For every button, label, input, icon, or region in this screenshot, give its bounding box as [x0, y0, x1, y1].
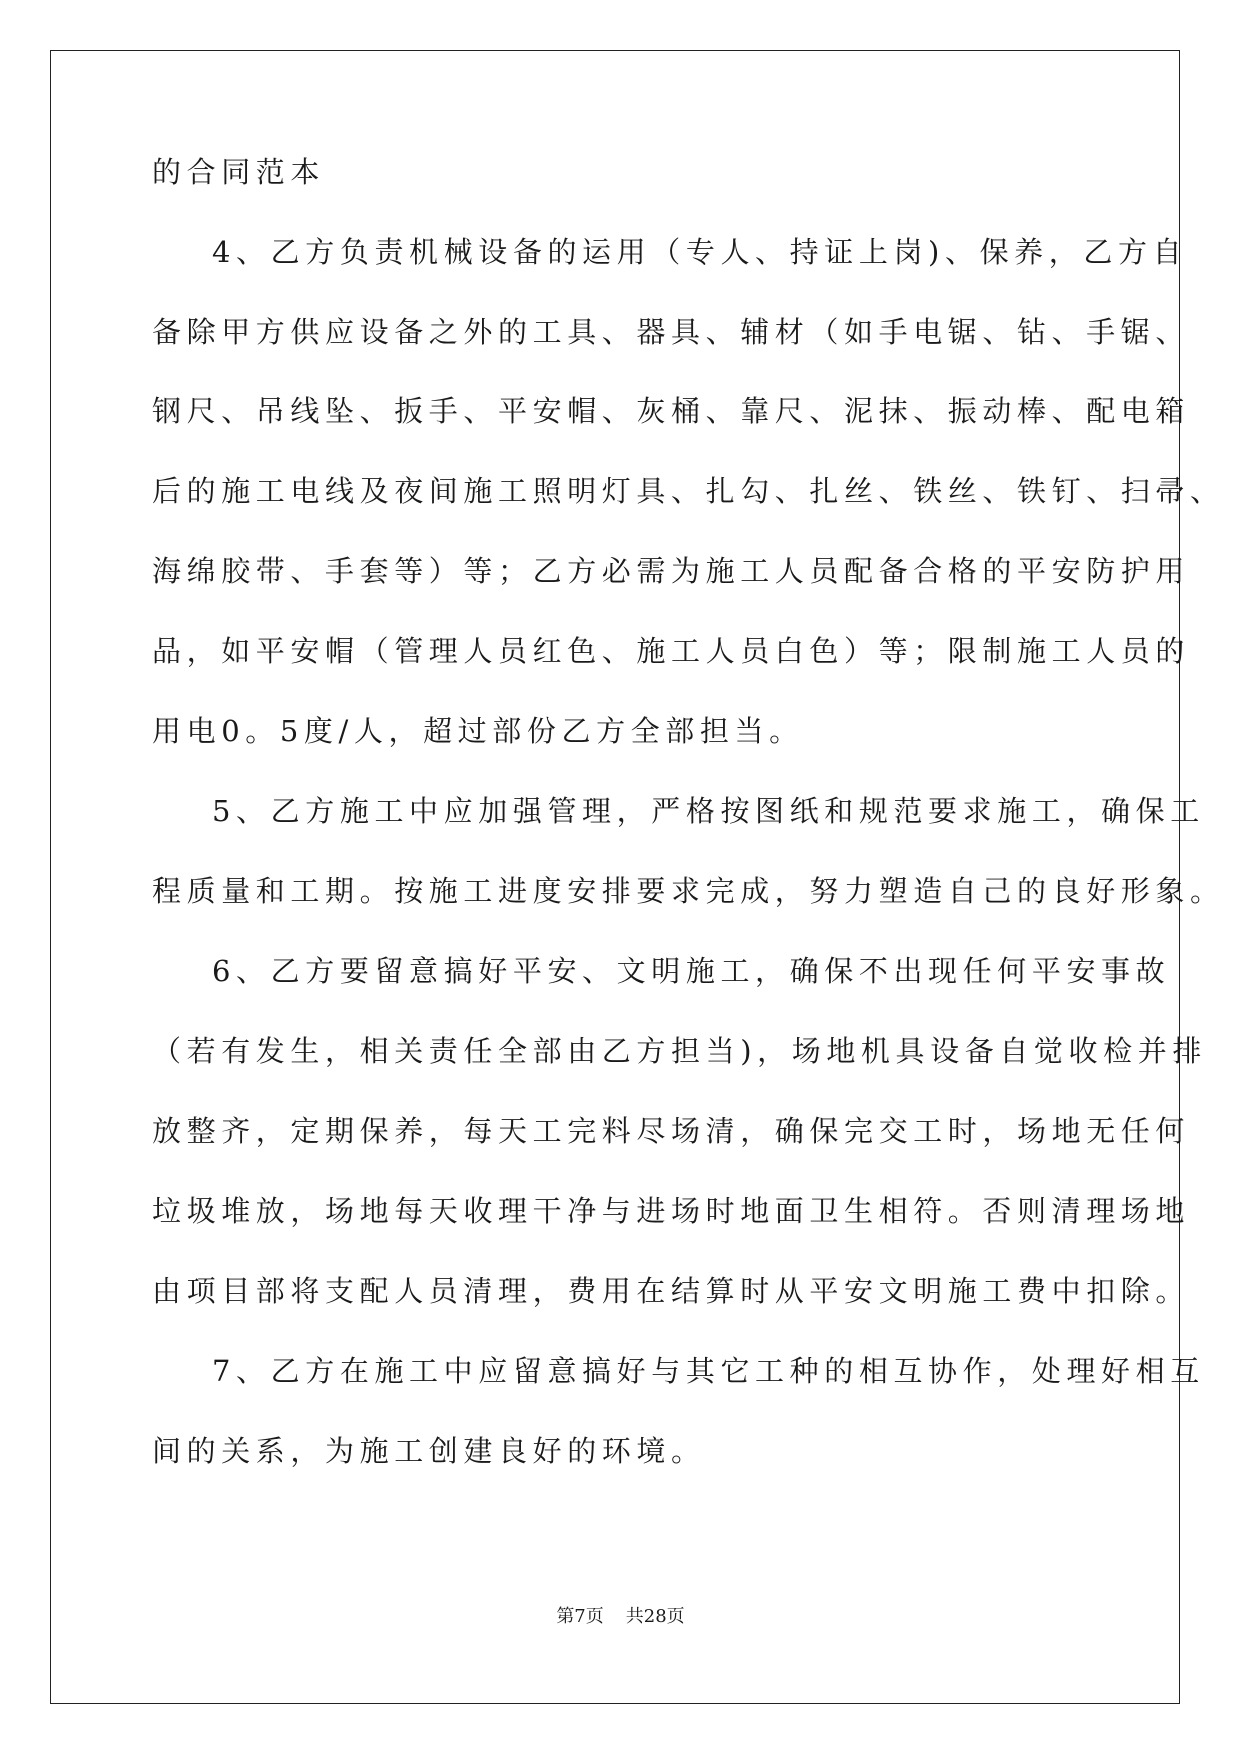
page-footer	[0, 1606, 1241, 1628]
page-number: 第7页	[556, 1606, 604, 1627]
page-total: 共28页	[625, 1606, 685, 1627]
paragraph-5-start: 5、乙方施工中应加强管理，严格按图纸和规范要求施工，确保工	[212, 794, 1205, 828]
body-text-line: （若有发生，相关责任全部由乙方担当)，场地机具设备自觉收检并排	[152, 1034, 1207, 1068]
body-text-line: 钢尺、吊线坠、扳手、平安帽、灰桶、靠尺、泥抹、振动棒、配电箱	[152, 394, 1191, 428]
body-text-line: 品，如平安帽（管理人员红色、施工人员白色）等；限制施工人员的	[152, 634, 1191, 668]
body-text-line: 放整齐，定期保养，每天工完料尽场清，确保完交工时，场地无任何	[152, 1114, 1191, 1148]
body-text-line: 用电0。5度/人，超过部份乙方全部担当。	[152, 714, 804, 748]
body-text-line: 由项目部将支配人员清理，费用在结算时从平安文明施工费中扣除。	[152, 1274, 1191, 1308]
body-text-line: 垃圾堆放，场地每天收理干净与进场时地面卫生相符。否则清理场地	[152, 1194, 1191, 1228]
body-text-line: 程质量和工期。按施工进度安排要求完成，努力塑造自己的良好形象。	[152, 874, 1225, 908]
body-text-line: 备除甲方供应设备之外的工具、器具、辅材（如手电锯、钻、手锯、	[152, 315, 1191, 349]
body-text-line: 的合同范本	[152, 155, 326, 189]
paragraph-4-start: 4、乙方负责机械设备的运用（专人、持证上岗)、保养，乙方自	[212, 235, 1188, 269]
paragraph-6-start: 6、乙方要留意搞好平安、文明施工，确保不出现任何平安事故	[212, 954, 1171, 988]
paragraph-7-start: 7、乙方在施工中应留意搞好与其它工种的相互协作，处理好相互	[212, 1354, 1205, 1388]
body-text-line: 后的施工电线及夜间施工照明灯具、扎勾、扎丝、铁丝、铁钉、扫帚、	[152, 474, 1225, 508]
body-text-line: 海绵胶带、手套等）等；乙方必需为施工人员配备合格的平安防护用	[152, 554, 1191, 588]
body-text-line: 间的关系，为施工创建良好的环境。	[152, 1434, 706, 1468]
